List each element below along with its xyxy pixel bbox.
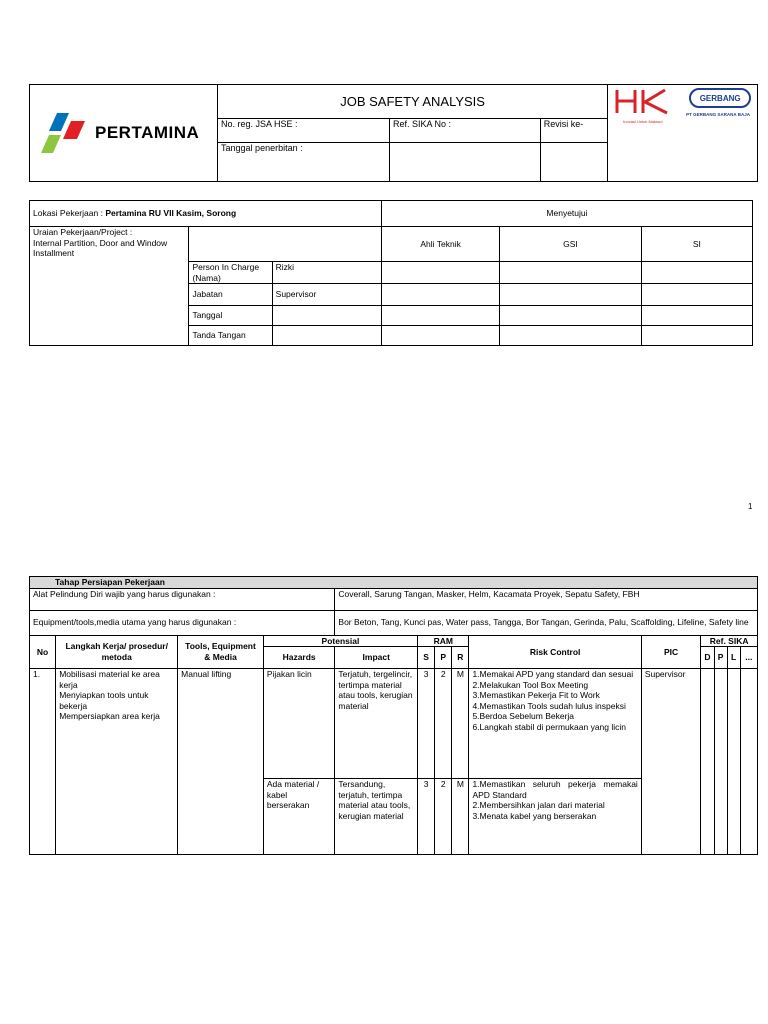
- gerbang-emblem-icon: [689, 88, 751, 108]
- control-item: 3.Menata kabel yang berserakan: [472, 810, 597, 821]
- ram-p: 2: [435, 669, 452, 779]
- jsa-table: [29, 576, 758, 855]
- ref-sika-d: [701, 669, 714, 855]
- row-no: 1.: [30, 669, 56, 855]
- ref-sika-l: [727, 669, 740, 855]
- approval-cell: [641, 284, 752, 306]
- approver-ahli-teknik: Ahli Teknik: [381, 227, 499, 262]
- control-item: 1.Memakai APD yang standard dan sesuai: [472, 669, 634, 679]
- col-tools: Tools, Equipment & Media: [178, 635, 264, 669]
- col-s: S: [418, 647, 435, 669]
- col-pic: PIC: [641, 635, 700, 669]
- col-r: R: [452, 647, 469, 669]
- col-impact: Impact: [335, 647, 418, 669]
- approval-cell: [641, 326, 752, 346]
- jabatan-label: Jabatan: [189, 284, 272, 306]
- apd-label: Alat Pelindung Diri wajib yang harus digunakan :: [30, 588, 335, 610]
- control-item: 5.Berdoa Sebelum Bekerja: [472, 711, 575, 721]
- ram-p: 2: [435, 779, 452, 855]
- lokasi-cell: [30, 201, 382, 227]
- col-p2: P: [714, 647, 727, 669]
- pertamina-logo-cell: [30, 85, 218, 182]
- row-langkah: [56, 669, 178, 855]
- control-item: 2.Membersihkan jalan dari material: [472, 800, 605, 810]
- approval-cell: [381, 326, 499, 346]
- col-potensial: Potensial: [263, 635, 417, 647]
- langkah-item: Menyiapkan tools untuk bekerja: [59, 690, 149, 711]
- col-d: D: [701, 647, 714, 669]
- revisi-value: [540, 142, 607, 181]
- ram-s: 3: [418, 669, 435, 779]
- langkah-item: Mobilisasi material ke area kerja: [59, 669, 160, 690]
- hk-emblem-icon: [613, 87, 671, 117]
- control-item: 4.Memastikan Tools sudah lulus inspeksi: [472, 700, 626, 711]
- ram-r: M: [452, 779, 469, 855]
- location-table: [29, 200, 753, 346]
- col-langkah: Langkah Kerja/ prosedur/ metoda: [56, 635, 178, 669]
- tanda-tangan-value: [272, 326, 381, 346]
- ref-sika-p: [714, 669, 727, 855]
- col-hazards: Hazards: [263, 647, 335, 669]
- menyetujui-header: Menyetujui: [381, 201, 752, 227]
- pertamina-logo: [33, 111, 214, 155]
- ram-s: 3: [418, 779, 435, 855]
- table-row: [30, 669, 758, 779]
- approver-gsi: GSI: [500, 227, 641, 262]
- gerbang-logo-text: GERBANG: [699, 93, 741, 103]
- col-ram: RAM: [418, 635, 469, 647]
- tanggal-value: [272, 306, 381, 326]
- control-item: 6.Langkah stabil di permukaan yang licin: [472, 721, 627, 732]
- tanggal-penerbitan-label: Tanggal penerbitan :: [218, 142, 390, 181]
- hk-logo: [613, 87, 673, 124]
- uraian-empty: [189, 227, 382, 262]
- ram-r: M: [452, 669, 469, 779]
- risk-control: [469, 779, 641, 855]
- equipment-value: Bor Beton, Tang, Kunci pas, Water pass, Tangga, Bor Tangan, Gerinda, Palu, Scaffolding, Lifeline, Safety line: [335, 610, 758, 635]
- document-title: JOB SAFETY ANALYSIS: [218, 85, 608, 119]
- hazard: Ada material / kabel berserakan: [263, 779, 335, 855]
- col-dots: ...: [740, 647, 757, 669]
- jabatan-value: Supervisor: [272, 284, 381, 306]
- apd-value: Coverall, Sarung Tangan, Masker, Helm, Kacamata Proyek, Sepatu Safety, FBH: [335, 588, 758, 610]
- revisi-label: Revisi ke-: [540, 119, 607, 142]
- tanggal-label: Tanggal: [189, 306, 272, 326]
- approval-cell: [381, 306, 499, 326]
- hazard: Pijakan licin: [263, 669, 335, 779]
- col-risk-control: Risk Control: [469, 635, 641, 669]
- col-p: P: [435, 647, 452, 669]
- pic-label: Person In Charge (Nama): [189, 262, 272, 284]
- approval-cell: [500, 262, 641, 284]
- risk-control: [469, 669, 641, 779]
- row-tools: Manual lifting: [178, 669, 264, 855]
- ref-sika-value: [389, 142, 540, 181]
- approval-cell: [500, 326, 641, 346]
- approval-cell: [381, 262, 499, 284]
- ref-sika-label: Ref. SIKA No :: [389, 119, 540, 142]
- uraian-cell: [30, 227, 189, 346]
- lokasi-label: Lokasi Pekerjaan :: [33, 208, 103, 219]
- stage-title: Tahap Persiapan Pekerjaan: [30, 577, 758, 589]
- langkah-item: Mempersiapkan area kerja: [59, 711, 160, 721]
- pertamina-emblem-icon: [37, 111, 93, 155]
- uraian-value: Internal Partition, Door and Window Installment: [33, 237, 168, 258]
- hk-tagline: Inovasi Untuk Maksud: [623, 119, 663, 124]
- approval-cell: [381, 284, 499, 306]
- col-ref-sika: Ref. SIKA: [701, 635, 758, 647]
- col-l: L: [727, 647, 740, 669]
- approval-cell: [500, 306, 641, 326]
- row-pic: Supervisor: [641, 669, 700, 855]
- ref-sika-more: [740, 669, 757, 855]
- gerbang-logo: [686, 88, 754, 117]
- gerbang-tagline: PT GERBANG SARANA BAJA: [686, 112, 750, 117]
- company-name: PERTAMINA: [95, 123, 200, 142]
- pic-value: Rizki: [272, 262, 381, 284]
- tanda-tangan-label: Tanda Tangan: [189, 326, 272, 346]
- page-number: 1: [748, 502, 753, 511]
- approver-si: SI: [641, 227, 752, 262]
- approval-cell: [641, 262, 752, 284]
- approval-cell: [641, 306, 752, 326]
- uraian-label: Uraian Pekerjaan/Project :: [33, 227, 133, 237]
- control-item: 2.Melakukan Tool Box Meeting: [472, 679, 589, 690]
- lokasi-value: Pertamina RU VII Kasim, Sorong: [105, 208, 237, 219]
- equipment-label: Equipment/tools,media utama yang harus digunakan :: [30, 610, 335, 635]
- no-reg-label: No. reg. JSA HSE :: [218, 119, 390, 142]
- control-item: 3.Memastikan Pekerja Fit to Work: [472, 690, 600, 700]
- approval-cell: [500, 284, 641, 306]
- impact: Tersandung, terjatuh, tertimpa material atau tools, kerugian material: [335, 779, 418, 855]
- control-item: 1.Memastikan seluruh pekerja memakai APD Standard: [472, 779, 638, 800]
- col-no: No: [30, 635, 56, 669]
- partner-logos-cell: [608, 85, 758, 182]
- impact: Terjatuh, tergelincir, tertimpa material atau tools, kerugian material: [335, 669, 418, 779]
- header-table: [29, 84, 758, 182]
